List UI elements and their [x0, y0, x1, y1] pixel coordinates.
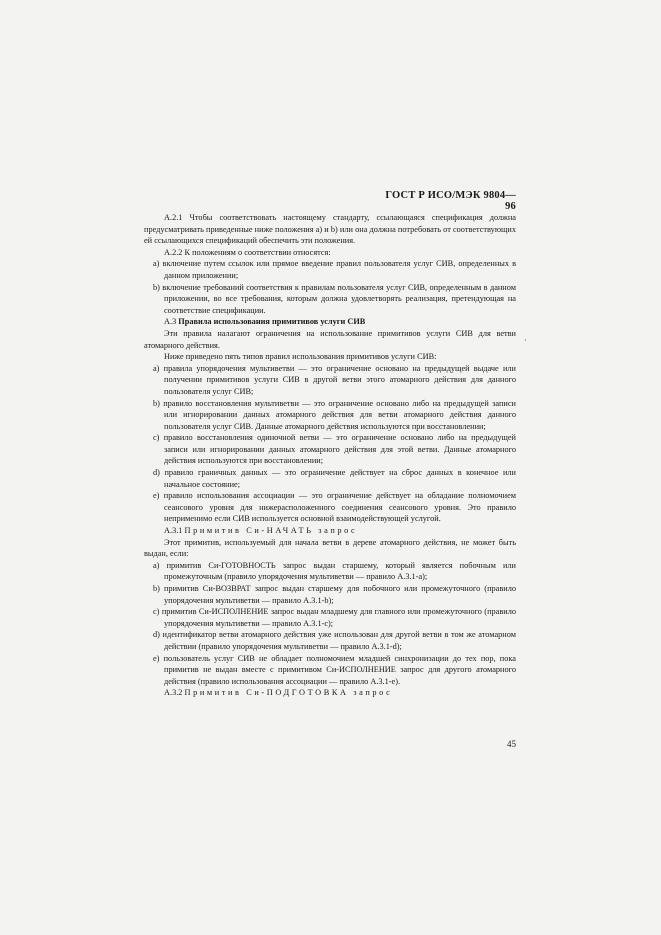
page-body	[144, 212, 516, 699]
list-item: d) идентификатор ветви атомарного действия уже использован для другой ветви в том же атомарном действии (правило упорядочения мультиветви — правило А.3.1-d);	[153, 630, 516, 651]
list-item: с) примитив Си-ИСПОЛНЕНИЕ запрос выдан младшему для главного или промежуточного (правило упорядочения мультиветви — правило А.3.1-с);	[153, 607, 516, 628]
list-item: b) включение требований соответствия к правилам пользователя услуг СИВ, определенным в данном приложении, во все требования, которым должна удовлетворять реализация, претендующая на соответствие спецификации.	[153, 282, 516, 315]
list-item: d) правило граничных данных — это ограничение действует на сброс данных в конечное или начальное состояние;	[153, 468, 516, 489]
section-number: А.3.2	[164, 688, 183, 698]
paragraph: Этот примитив, используемый для начала ветви в дереве атомарного действия, не может быть выдан, если:	[144, 537, 516, 559]
list-item: b) примитив Си-ВОЗВРАТ запрос выдан старшему для побочного или промежуточного (правило упорядочения мультиветви — правило А.3.1-b);	[153, 584, 516, 605]
page-number: 45	[507, 739, 516, 749]
margin-mark: ·	[524, 336, 527, 345]
standard-header: ГОСТ Р ИСО/МЭК 9804—96	[385, 190, 516, 212]
section-number: А.3.1	[164, 526, 183, 536]
section-number: А.3	[164, 317, 177, 327]
list-item: b) правило восстановления мультиветви — это ограничение основано либо на предыдущей записи или игнорировании данных атомарного действия для ветви атомарного действия данного пользователя услуг СИВ. Данные атомарного действия используются при восстановлении;	[153, 398, 516, 431]
section-title: Правила использования примитивов услуги СИВ	[178, 317, 366, 327]
list-item: е) пользователь услуг СИВ не обладает полномочием младшей синхронизации до тех пор, пока примитив не выдан вместе с примитивом Си-ИСПОЛНЕНИЕ запрос для другого атомарного действия (правило использования ассоциации — правило А.3.1-е).	[153, 653, 516, 686]
paragraph: Ниже приведено пять типов правил использования примитивов услуги СИВ:	[164, 352, 437, 362]
list-item: а) примитив Си-ГОТОВНОСТЬ запрос выдан старшему, который является побочным или промежуточным (правило упорядочения мультиветви — правило А.3.1-а);	[153, 560, 516, 582]
section-title: Примитив Си-ПОДГОТОВКА запрос	[184, 688, 393, 698]
paragraph-a22: А.2.2 К положениям о соответствии относятся:	[164, 247, 331, 257]
section-heading-a3	[144, 316, 516, 328]
paragraph: Эти правила налагают ограничения на использование примитивов услуги СИВ для ветви атомарного действия.	[144, 328, 516, 350]
list-item: е) правило использования ассоциации — это ограничение действует на обладание полномочием сеансового уровня для нижерасположенного соединения сеансового уровня. Это правило неприменимо если СИВ используется основной взаимодействующей услугой.	[153, 491, 516, 524]
section-heading-a31	[144, 525, 516, 537]
section-title: Примитив Си-НАЧАТЬ запрос	[184, 526, 358, 536]
paragraph-a21: А.2.1 Чтобы соответствовать настоящему стандарту, ссылающаяся спецификация должна предусматривать приведенные ниже положения а) и b) или она должна потребовать от соответствующих ей ссылающихся спецификаций обеспечить эти положения.	[144, 213, 516, 246]
list-item: а) включение путем ссылок или прямое введение правил пользователя услуг СИВ, определенных в данном приложении;	[153, 259, 516, 280]
list-item: а) правила упорядочения мультиветви — это ограничение основано на предыдущей выдаче или получении примитивов услуги СИВ в другой ветви этого атомарного действия для данного пользователя услуг СИВ;	[153, 363, 516, 396]
section-heading-a32	[144, 687, 516, 699]
list-item: с) правило восстановления одиночной ветви — это ограничение основано либо на предыдущей записи или игнорировании данных атомарного действия для этой ветви. Данные атомарного действия используются при восстановлении;	[153, 433, 516, 466]
